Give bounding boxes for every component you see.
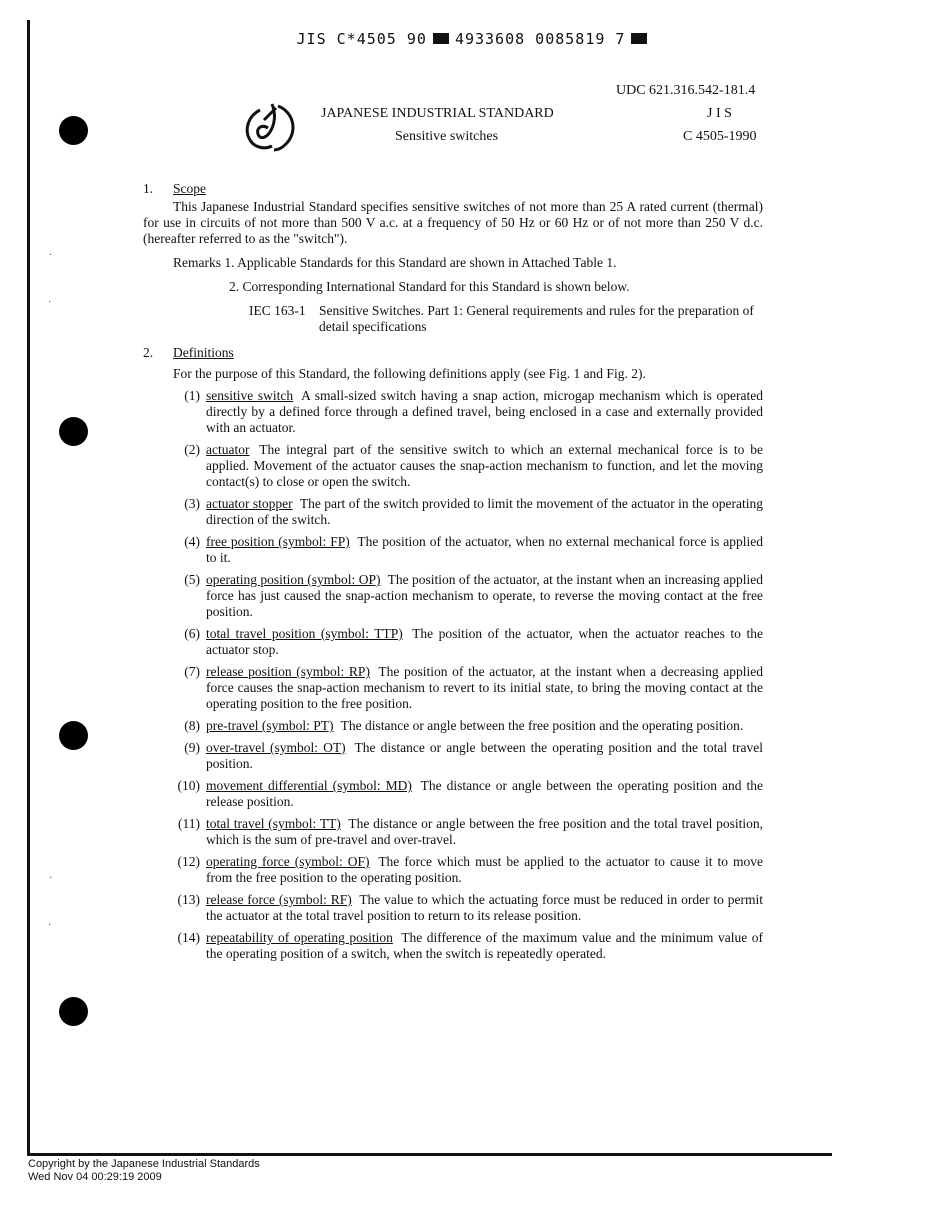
definition-text-block <box>206 718 763 734</box>
section-heading-scope <box>143 181 763 197</box>
definition-item <box>143 534 763 566</box>
udc-number: UDC 621.316.542-181.4 <box>616 83 756 98</box>
definition-item <box>143 718 763 734</box>
standard-title: Sensitive switches <box>395 129 499 144</box>
definition-text-block <box>206 930 763 962</box>
definition-term: repeatability of operating position <box>206 930 393 945</box>
definition-term: total travel (symbol: TT) <box>206 816 341 831</box>
scan-bottom-border <box>27 1153 832 1156</box>
definition-body: The distance or angle between the operating position and the release position. <box>206 778 763 809</box>
definition-body: The force which must be applied to the actuator to cause it to move from the free position to the operating position. <box>206 854 763 885</box>
definition-body: The position of the actuator, at the instant when a decreasing applied force causes the snap-action mechanism to revert to its initial state, to bring the moving contact at the operating position to the free position. <box>206 664 764 711</box>
standard-number: C 4505-1990 <box>683 129 757 144</box>
definition-item <box>143 626 763 658</box>
remark-1: Remarks 1. Applicable Standards for this Standard are shown in Attached Table 1. <box>173 255 617 270</box>
definition-number: (2) <box>184 442 200 457</box>
definition-text-block <box>206 854 763 886</box>
scan-speck: · <box>49 873 53 884</box>
definition-body: The position of the actuator, when no external mechanical force is applied to it. <box>206 534 764 565</box>
punch-hole-4 <box>59 997 88 1026</box>
code-left: JIS C*4505 90 <box>296 30 427 48</box>
scope-paragraph: This Japanese Industrial Standard specifies sensitive switches of not more than 25 A rated current (thermal) for use in circuits of not more than 500 V a.c. at a frequency of 50 Hz or 60 Hz or of not more than 250 V d.c. (hereafter referred to as the "switch"). <box>143 199 763 246</box>
document-code-line <box>0 30 950 48</box>
definition-body: The value to which the actuating force must be reduced in order to permit the actuator at the total travel position to return to its release position. <box>206 892 764 923</box>
definition-item <box>143 388 763 436</box>
definition-body: A small-sized switch having a snap action, microgap mechanism which is operated directly by a defined force through a defined travel, being enclosed in a case and externally provided with an actuator. <box>206 388 763 435</box>
definition-number: (8) <box>184 718 200 733</box>
definition-item <box>143 930 763 962</box>
definition-body: The position of the actuator, at the instant when an increasing applied force has just caused the snap-action mechanism to operate, to reverse the moving contact at the free position. <box>206 572 764 619</box>
definition-term: pre-travel (symbol: PT) <box>206 718 334 733</box>
scan-left-border <box>27 20 30 1156</box>
section-number: 1. <box>143 181 154 196</box>
definition-item <box>143 816 763 848</box>
definition-body: The distance or angle between the free position and the operating position. <box>340 718 744 733</box>
definition-term: sensitive switch <box>206 388 294 403</box>
definition-term: release force (symbol: RF) <box>206 892 352 907</box>
definition-number: (4) <box>184 534 200 549</box>
remark-2: 2. Corresponding International Standard for this Standard is shown below. <box>229 279 630 294</box>
definition-text-block <box>206 442 763 490</box>
code-right: 4933608 0085819 7 <box>454 30 626 48</box>
definition-body: The distance or angle between the free position and the total travel position, which is the sum of pre-travel and over-travel. <box>206 816 763 847</box>
definition-body: The part of the switch provided to limit the movement of the actuator in the operating direction of the switch. <box>206 496 763 527</box>
definition-number: (6) <box>184 626 200 641</box>
definition-number: (1) <box>184 388 200 403</box>
definition-text-block <box>206 626 763 658</box>
definition-number: (10) <box>177 778 200 793</box>
definition-body: The position of the actuator, when the actuator reaches to the actuator stop. <box>206 626 763 657</box>
definition-term: movement differential (symbol: MD) <box>206 778 412 793</box>
definition-text-block <box>206 496 763 528</box>
definition-text-block <box>206 778 763 810</box>
definition-number: (11) <box>178 816 200 831</box>
definition-body: The difference of the maximum value and the minimum value of the operating position of a switch, when the switch is repeatedly operated. <box>206 930 763 961</box>
section-title: Definitions <box>173 345 234 360</box>
section-title: Scope <box>173 181 206 196</box>
definition-item <box>143 664 763 712</box>
footer-copyright: Copyright by the Japanese Industrial Standards <box>28 1158 260 1170</box>
footer-timestamp: Wed Nov 04 00:29:19 2009 <box>28 1171 162 1183</box>
section-number: 2. <box>143 345 154 360</box>
definition-item <box>143 854 763 886</box>
definition-text-block <box>206 388 763 436</box>
scan-speck: · <box>49 250 53 261</box>
definition-term: over-travel (symbol: OT) <box>206 740 346 755</box>
document-body <box>143 181 763 962</box>
scan-speck: · <box>48 297 52 308</box>
punch-hole-3 <box>59 721 88 750</box>
definitions-intro: For the purpose of this Standard, the following definitions apply (see Fig. 1 and Fig. 2). <box>173 366 646 381</box>
definition-term: operating position (symbol: OP) <box>206 572 381 587</box>
definition-number: (9) <box>184 740 200 755</box>
iec-title: Sensitive Switches. Part 1: General requirements and rules for the preparation of detail specifications <box>319 303 754 334</box>
definition-item <box>143 740 763 772</box>
definition-text-block <box>206 740 763 772</box>
definition-item <box>143 892 763 924</box>
jis-label: J I S <box>707 106 732 121</box>
definition-term: free position (symbol: FP) <box>206 534 350 549</box>
definition-item <box>143 778 763 810</box>
definition-text-block <box>206 664 763 712</box>
definition-term: total travel position (symbol: TTP) <box>206 626 403 641</box>
definition-number: (13) <box>177 892 200 907</box>
punch-hole-1 <box>59 116 88 145</box>
definition-number: (12) <box>177 854 200 869</box>
jis-logo-icon <box>242 100 298 152</box>
standard-type: JAPANESE INDUSTRIAL STANDARD <box>321 106 554 121</box>
copyright-footer <box>28 1158 260 1184</box>
iec-code: IEC 163-1 <box>249 303 306 318</box>
definition-text-block <box>206 816 763 848</box>
redaction-block <box>433 33 449 44</box>
definition-term: actuator <box>206 442 250 457</box>
definition-number: (7) <box>184 664 200 679</box>
definition-number: (3) <box>184 496 200 511</box>
definition-term: actuator stopper <box>206 496 293 511</box>
iec-reference <box>249 303 763 335</box>
definition-number: (5) <box>184 572 200 587</box>
definition-number: (14) <box>177 930 200 945</box>
scan-speck: · <box>48 920 52 931</box>
definition-term: operating force (symbol: OF) <box>206 854 370 869</box>
definition-term: release position (symbol: RP) <box>206 664 370 679</box>
definition-item <box>143 572 763 620</box>
redaction-block <box>631 33 647 44</box>
definition-text-block <box>206 572 763 620</box>
definition-body: The integral part of the sensitive switch to which an external mechanical force is to be applied. Movement of the actuator causes the snap-action mechanism to function, and let the moving contact(s) to close or open the switch. <box>206 442 764 489</box>
punch-hole-2 <box>59 417 88 446</box>
definition-item <box>143 496 763 528</box>
definition-text-block <box>206 534 763 566</box>
definition-text-block <box>206 892 763 924</box>
definition-body: The distance or angle between the operating position and the total travel position. <box>206 740 763 771</box>
section-heading-definitions <box>143 345 763 361</box>
definition-item <box>143 442 763 490</box>
definitions-list <box>143 388 763 962</box>
